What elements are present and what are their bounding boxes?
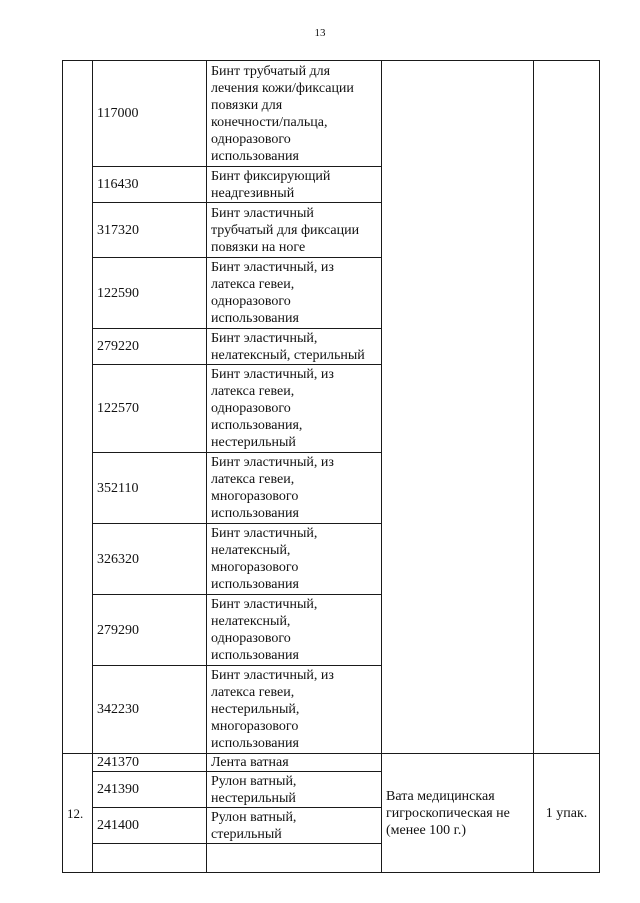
quantity-cell-empty <box>534 61 600 754</box>
product-name: Рулон ватный, стерильный <box>207 808 382 844</box>
item-number-cell-empty <box>63 61 93 754</box>
product-name: Бинт трубчатый для лечения кожи/фиксации повязки для конечности/пальца, одноразового использования <box>207 61 382 167</box>
product-name: Бинт эластичный, нелатексный, стерильный <box>207 329 382 365</box>
product-name: Бинт фиксирующий неадгезивный <box>207 167 382 203</box>
product-code: 241390 <box>93 772 207 808</box>
product-name: Бинт эластичный, из латекса гевеи, одноразового использования <box>207 258 382 329</box>
item-quantity: 1 упак. <box>534 754 600 873</box>
product-code: 317320 <box>93 203 207 258</box>
product-code: 122570 <box>93 365 207 453</box>
product-name: Рулон ватный, нестерильный <box>207 772 382 808</box>
item-description: Вата медицинская гигроскопическая не (менее 100 г.) <box>382 754 534 873</box>
product-name: Бинт эластичный, нелатексный, многоразового использования <box>207 524 382 595</box>
product-name: Лента ватная <box>207 754 382 772</box>
product-code: 241400 <box>93 808 207 844</box>
description-cell-empty <box>382 61 534 754</box>
empty-cell <box>207 844 382 873</box>
table-row <box>63 754 600 772</box>
product-code: 279290 <box>93 595 207 666</box>
product-code: 279220 <box>93 329 207 365</box>
table-row <box>63 61 600 167</box>
product-name: Бинт эластичный, из латекса гевеи, многоразового использования <box>207 453 382 524</box>
product-name: Бинт эластичный, из латекса гевеи, одноразового использования, нестерильный <box>207 365 382 453</box>
product-code: 342230 <box>93 666 207 754</box>
product-name: Бинт эластичный трубчатый для фиксации повязки на ноге <box>207 203 382 258</box>
product-code: 122590 <box>93 258 207 329</box>
product-code: 326320 <box>93 524 207 595</box>
product-code: 241370 <box>93 754 207 772</box>
product-code: 117000 <box>93 61 207 167</box>
item-number: 12. <box>63 754 93 873</box>
medical-supplies-table <box>62 60 600 873</box>
product-code: 352110 <box>93 453 207 524</box>
product-name: Бинт эластичный, нелатексный, одноразового использования <box>207 595 382 666</box>
page-number: 13 <box>314 27 326 39</box>
product-code: 116430 <box>93 167 207 203</box>
empty-cell <box>93 844 207 873</box>
product-name: Бинт эластичный, из латекса гевеи, нестерильный, многоразового использования <box>207 666 382 754</box>
